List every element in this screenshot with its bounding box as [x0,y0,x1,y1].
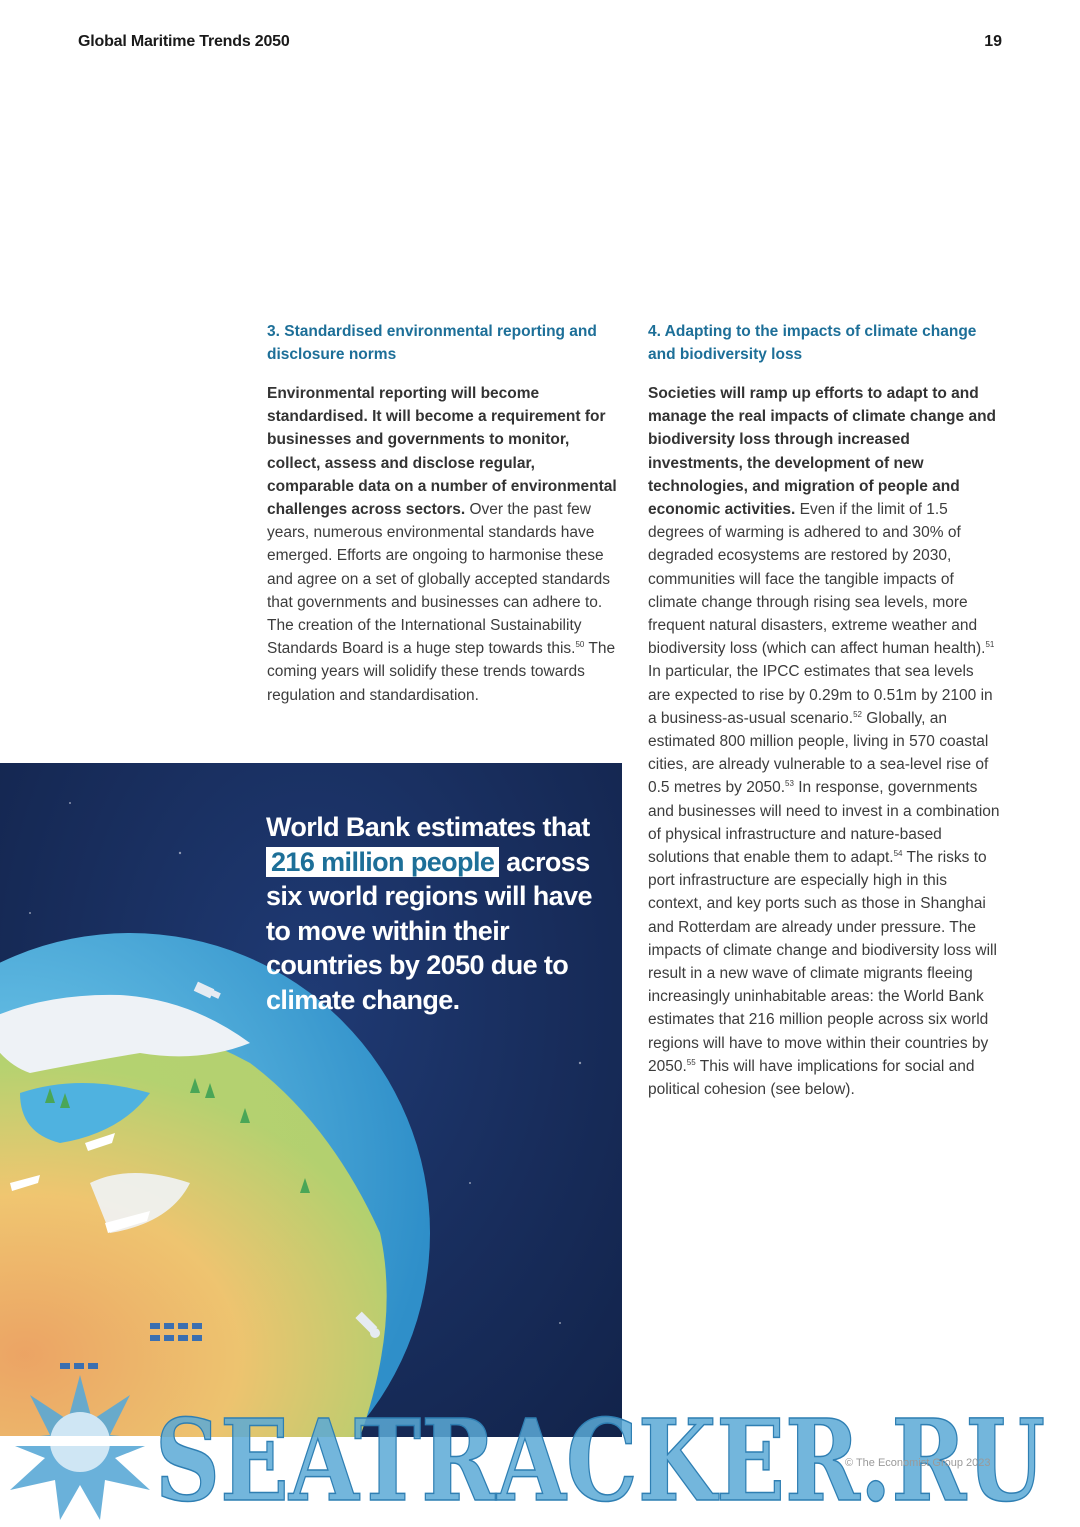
pull-quote [266,810,596,1017]
pull-quote-highlight: 216 million people [266,847,499,877]
section-3-heading: 3. Standardised environmental reporting and disclosure norms [267,323,597,363]
pull-quote-text-a: World Bank estimates that [266,812,590,842]
section-3-text-a: Over the past few years, numerous environmental standards have emerged. Efforts are ongoing to harmonise these and agree on a set of globally accepted standards that governments and businesses can adhere to. The creation of the International Sustainability Standards Board is a huge step towards this. [267,501,610,658]
section-4-lead: Societies will ramp up efforts to adapt to and manage the real impacts of climate change and biodiversity loss through increased investments, the development of new technologies, and migration of people and economic activities. [648,385,997,519]
sun-logo-icon [0,1375,160,1520]
section-4-body [648,382,1000,1101]
footnote-ref-52[interactable]: 52 [853,709,862,719]
section-4-text-d: In response, governments and businesses will need to invest in a combination of physical infrastructure and nature-based solutions that enable them to adapt. [648,779,1000,867]
copyright-notice: © The Economist Group 2023 [845,1457,991,1469]
watermark-overlay [0,1370,1080,1520]
running-header-title: Global Maritime Trends 2050 [78,33,290,50]
section-4-text-b: In particular, the IPCC estimates that sea levels are expected to rise by 0.29m to 0.51m by 2100 in a business-as-usual scenario. [648,663,993,727]
section-4-text-f: This will have implications for social and political cohesion (see below). [648,1057,975,1099]
section-4-column [648,320,1000,1101]
footnote-ref-55[interactable]: 55 [686,1057,696,1067]
watermark-text: SEATRACKER.RU [155,1396,1045,1520]
section-4-text-c: Globally, an estimated 800 million people, living in 570 coastal cities, are already vulnerable to a sea-level rise of 0.5 metres by 2050. [648,709,989,797]
section-4-heading: 4. Adapting to the impacts of climate change and biodiversity loss [648,323,977,363]
footnote-ref-51[interactable]: 51 [985,640,995,650]
section-3-lead: Environmental reporting will become standardised. It will become a requirement for businesses and governments to monitor, collect, assess and disclose regular, comparable data on a number of environmental challenges across sectors. [267,385,617,519]
section-3-text-b: The coming years will solidify these trends towards regulation and standardisation. [267,640,616,704]
footnote-ref-54[interactable]: 54 [893,848,903,858]
section-4-text-e: The risks to port infrastructure are especially high in this context, and key ports such as those in Shanghai and Rotterdam are already under pressure. The impacts of climate change and biodiversity loss will result in a new wave of climate migrants fleeing increasingly uninhabitable areas: the World Bank estimates that 216 million people across six world regions will have to move within their countries by 2050. [648,849,997,1075]
page-number: 19 [984,33,1002,50]
footnote-ref-50[interactable]: 50 [575,640,585,650]
section-3-body [267,382,619,707]
pull-quote-text-b: across six world regions will have to move within their countries by 2050 due to climate change. [266,846,592,1015]
section-4-text-a: Even if the limit of 1.5 degrees of warming is adhered to and 30% of degraded ecosystems are restored by 2030, communities will face the tangible impacts of climate change through rising sea levels, more frequent natural disasters, extreme weather and biodiversity loss (which can affect human health). [648,501,986,658]
section-3-column [267,320,619,707]
footnote-ref-53[interactable]: 53 [785,779,794,789]
